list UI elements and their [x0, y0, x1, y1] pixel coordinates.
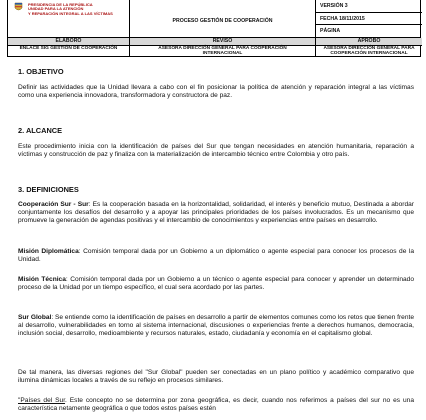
reviso-value: ASESORA DIRECCIÓN GENERAL PARA COOPERACIÓN INTERNACIONAL	[158, 45, 287, 56]
elaboro-header: ELABORÓ	[8, 38, 129, 46]
definition-text: . Este concepto no se determina por zona geográfica, es decir, cuando nos referimos a países del sur no es una característica netamente geográfica o que todos estos países estén	[18, 397, 414, 413]
elaboro-value: ENLACE SIG GESTIÓN DE COOPERACIÓN	[19, 46, 118, 51]
logo-text: PRESIDENCIA DE LA REPÚBLICA UNIDAD PARA LA ATENCIÓN Y REPARACIÓN INTEGRAL A LAS VÍCTIMAS	[28, 2, 113, 16]
signature-table	[7, 38, 421, 57]
definition-text: : Comisión temporal dada por un Gobierno a un diplomático o agente especial para conocer los procesos de la Unidad.	[18, 248, 414, 264]
definition-text: : Se entiende como la identificación de países en desarrollo a partir de elementos comunes como los retos que tienen frente al desarrollo, vulnerabilidades en torno al sistema internacional, discusiones o experiencias frente a derechos humanos, democracia, inclusión social, desarrollo, medioambiente y recursos naturales, estado, ciudadanía y economía en el capitalismo global.	[18, 314, 414, 338]
aprobo-header: APROBÓ	[316, 38, 422, 46]
paragraph-sur-global-regions: De tal manera, las diversas regiones del "Sur Global" pueden ser conectadas en un plano político y académico comparativo que ilumina dinámicas locales a través de su reflejo en procesos similares.	[18, 369, 414, 385]
definition-text: : Comisión temporal dada por un Gobierno a un técnico o agente especial para conocer y aprender un determinado proceso de la Unidad por un tiempo específico, el cual sera acordado por las partes.	[18, 276, 414, 292]
reviso-cell	[130, 38, 316, 56]
document-header	[7, 0, 421, 38]
definition-sur-global	[18, 314, 414, 338]
section-definiciones-heading: 3. DEFINICIONES	[18, 185, 79, 194]
aprobo-value: ASESORA DIRECCIÓN GENERAL PARA COOPERACIÓN INTERNACIONAL	[323, 46, 415, 57]
definition-term: Sur Global	[18, 314, 52, 321]
section-objetivo-heading: 1. OBJETIVO	[18, 67, 64, 76]
page-label: PÁGINA	[320, 28, 341, 35]
definition-mision-diplomatica	[18, 248, 414, 264]
definition-cooperacion-sur-sur	[18, 201, 414, 225]
definition-term: Misión Técnica	[18, 276, 66, 283]
header-title-cell	[130, 0, 316, 38]
definition-term: Cooperación Sur - Sur	[18, 201, 89, 208]
header-meta-cell	[316, 0, 422, 38]
logo-cell	[8, 0, 130, 38]
definition-term: Misión Diplomática	[18, 248, 79, 255]
section-alcance-text: Este procedimiento inicia con la identificación de países del Sur que tengan necesidades en atención humanitaria, reparación a víctimas y construcción de paz y finaliza con la materialización de intercambio técnico entre Colombia y otro país.	[18, 143, 414, 159]
reviso-header: REVISÓ	[130, 38, 315, 46]
section-objetivo-text: Definir las actividades que la Unidad llevara a cabo con el fin posicionar la política de atención y reparación integral a las víctimas como una experiencia innovadora, transformadora y constructora de paz.	[18, 84, 414, 100]
aprobo-cell	[316, 38, 422, 56]
coat-of-arms-icon	[14, 2, 23, 12]
definition-mision-tecnica	[18, 276, 414, 292]
definition-term: "Países del Sur	[18, 397, 66, 404]
date-label: FECHA 18/11/2015	[316, 13, 422, 26]
version-label: VERSIÓN 3	[316, 0, 422, 13]
process-title: PROCESO GESTIÓN DE COOPERACIÓN	[172, 18, 273, 24]
section-alcance-heading: 2. ALCANCE	[18, 126, 63, 135]
definition-text: : Es la cooperación basada en la horizontalidad, solidaridad, el interés y beneficio mutuo, Destinada a abordar conjuntamente los desafíos del desarrollo y a apoyar las principales prioridades de los países involucrados. Es un mecanismo que promueve la generación de agendas positivas y el intercambio de conocimientos y experiencias entre países en desarrollo.	[18, 201, 414, 225]
elaboro-cell	[8, 38, 130, 56]
definition-paises-del-sur	[18, 397, 414, 413]
